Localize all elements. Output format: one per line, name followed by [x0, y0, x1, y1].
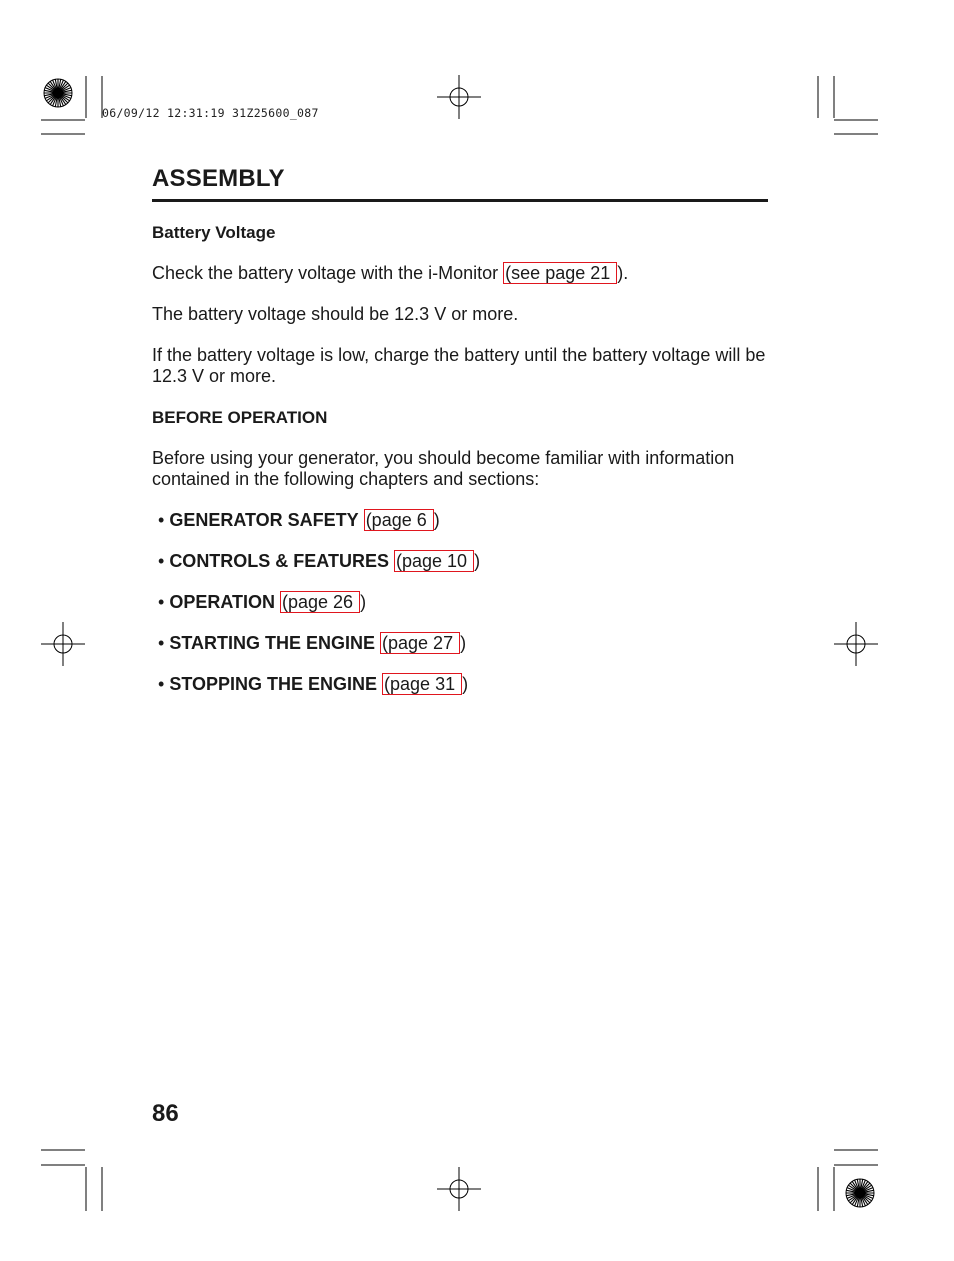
see-page-21-link[interactable]: (see page 21 — [505, 263, 616, 283]
list-item-close: ) — [460, 633, 467, 653]
print-timestamp: 06/09/12 12:31:19 31Z25600_087 — [102, 106, 319, 120]
list-item-label: GENERATOR SAFETY — [169, 510, 359, 530]
list-item: • GENERATOR SAFETY (page 6 ) — [158, 510, 440, 530]
list-item-close: ) — [360, 592, 367, 612]
list-item: • STOPPING THE ENGINE (page 31 ) — [158, 674, 469, 694]
before-operation-heading: BEFORE OPERATION — [152, 408, 328, 427]
starburst-bottom-right-icon — [846, 1179, 874, 1207]
list-item-label: STOPPING THE ENGINE — [169, 674, 378, 694]
battery-check-text: Check the battery voltage with the i-Monitor — [152, 263, 504, 283]
list-item: • OPERATION (page 26 ) — [158, 592, 367, 612]
before-operation-intro: Before using your generator, you should become familiar with information contained in the following chapters and sections: — [152, 448, 735, 489]
page-link[interactable]: (page 27 — [382, 633, 459, 653]
starburst-top-left-icon — [44, 79, 72, 107]
list-item-label: STARTING THE ENGINE — [169, 633, 375, 653]
list-item-close: ) — [462, 674, 469, 694]
battery-voltage-heading: Battery Voltage — [152, 223, 276, 242]
page-link[interactable]: (page 26 — [282, 592, 359, 612]
page-content — [152, 222, 774, 715]
list-item-close: ) — [433, 510, 440, 530]
list-item: • STARTING THE ENGINE (page 27 ) — [158, 633, 467, 653]
battery-check-end: ). — [617, 263, 629, 283]
battery-requirement-paragraph: The battery voltage should be 12.3 V or more. — [152, 304, 519, 324]
battery-low-paragraph: If the battery voltage is low, charge the battery until the battery voltage will be 12.3 V or more. — [152, 345, 766, 386]
page-link[interactable]: (page 6 — [365, 510, 432, 530]
section-title: ASSEMBLY — [152, 165, 285, 192]
page-number: 86 — [152, 1100, 179, 1127]
chapter-list — [152, 510, 774, 695]
list-item-label: CONTROLS & FEATURES — [169, 551, 389, 571]
page-link[interactable]: (page 10 — [396, 551, 473, 571]
title-divider — [152, 199, 768, 202]
list-item-label: OPERATION — [169, 592, 275, 612]
list-item-close: ) — [474, 551, 481, 571]
list-item: • CONTROLS & FEATURES (page 10 ) — [158, 551, 481, 571]
battery-check-paragraph — [152, 263, 774, 284]
page-link[interactable]: (page 31 — [384, 674, 461, 694]
